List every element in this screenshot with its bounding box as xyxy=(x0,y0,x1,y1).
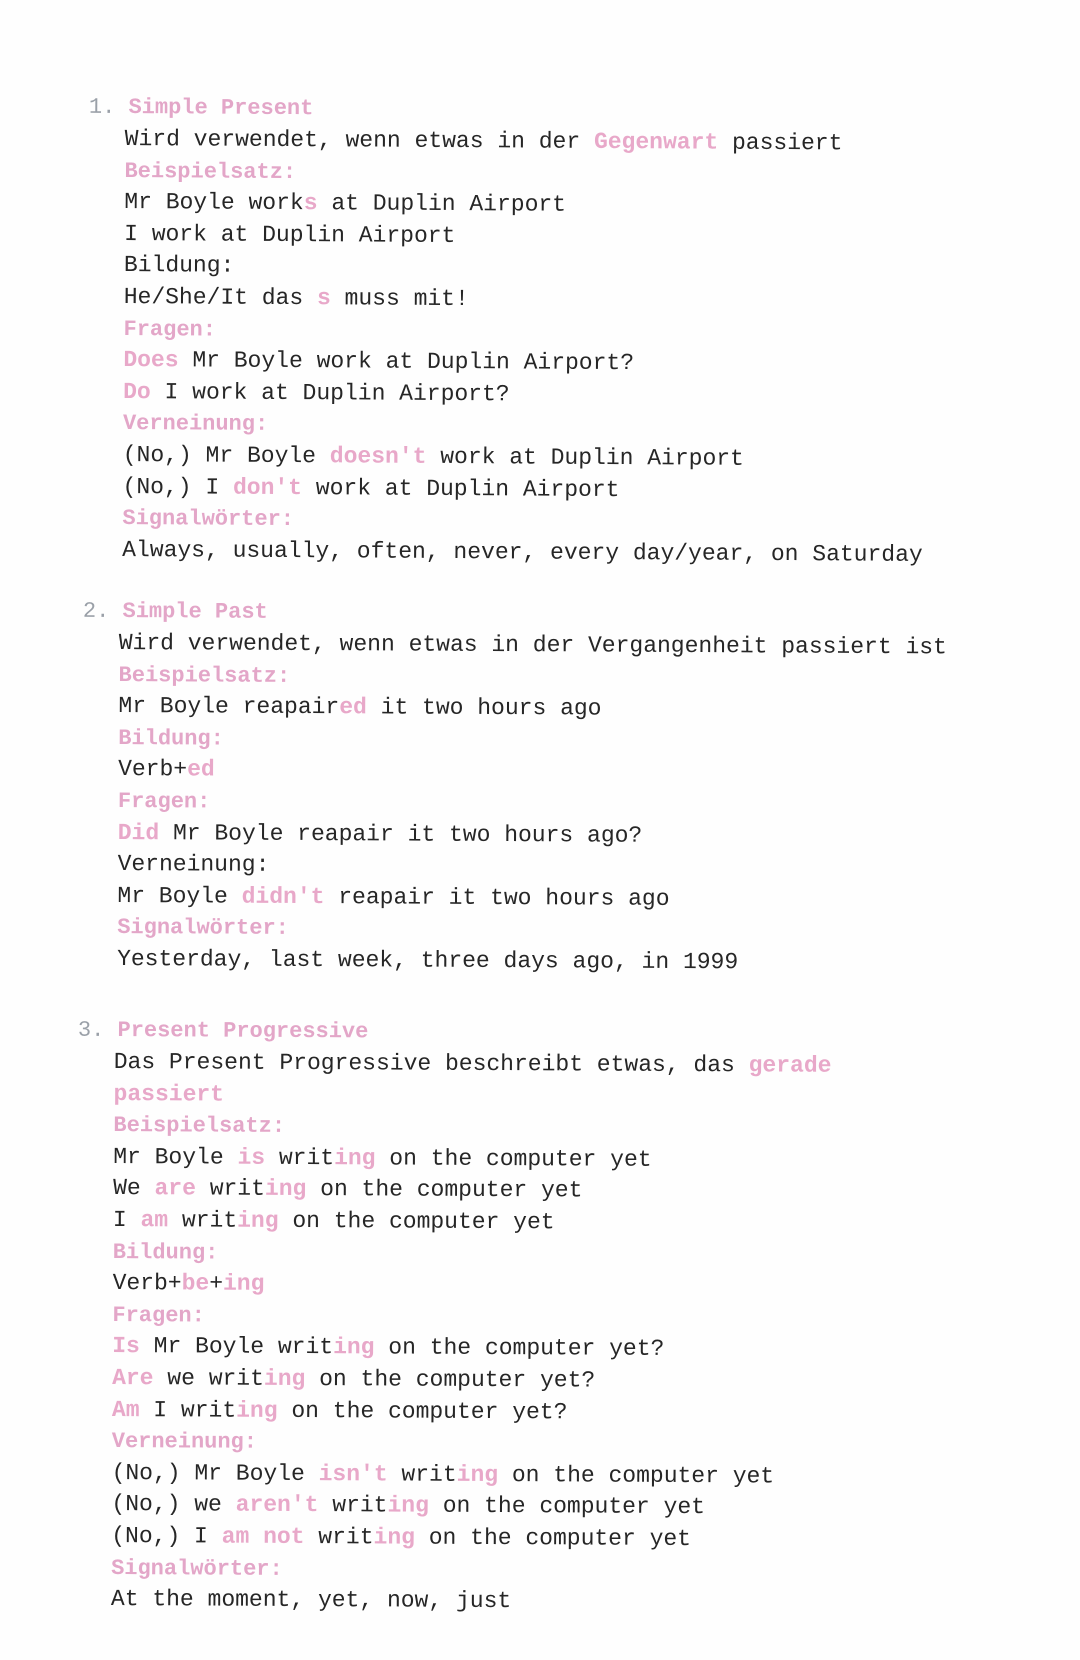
text-line xyxy=(113,1268,831,1303)
line-text: (No,) Mr Boyle xyxy=(122,441,330,470)
highlighted-text: not xyxy=(263,1523,305,1550)
line-text: Mr Boyle work at Duplin Airport? xyxy=(178,347,635,377)
highlighted-text: ing xyxy=(263,1365,306,1392)
text-line xyxy=(118,754,946,790)
line-text: on the computer yet? xyxy=(277,1397,568,1425)
line-text: Signalwörter: xyxy=(117,915,289,942)
highlighted-text: ing xyxy=(456,1461,499,1488)
line-text: At the moment, yet, now, just xyxy=(110,1586,512,1615)
text-line xyxy=(114,1047,832,1082)
line-text: on the computer yet xyxy=(414,1524,692,1552)
section-title-text: Present Progressive xyxy=(117,1018,369,1045)
text-line xyxy=(122,535,923,571)
section-label xyxy=(124,156,925,192)
highlighted-text: is xyxy=(237,1144,266,1171)
text-line xyxy=(113,1173,831,1208)
section-label xyxy=(118,786,946,822)
section-label xyxy=(124,250,925,286)
text-line xyxy=(122,472,923,508)
section-number: 1. xyxy=(88,94,116,120)
line-text: on the computer yet xyxy=(306,1176,583,1204)
line-text: on the computer yet xyxy=(278,1207,555,1236)
text-line xyxy=(123,440,924,476)
line-text: He/She/It das xyxy=(123,283,318,312)
text-line xyxy=(111,1521,829,1556)
section-label xyxy=(118,849,946,885)
text-line xyxy=(125,124,926,160)
line-text: Signalwörter: xyxy=(111,1555,283,1582)
line-text: writ xyxy=(195,1175,266,1203)
highlighted-text: didn't xyxy=(241,883,325,910)
line-text: Das Present Progressive beschreibt etwas, das xyxy=(113,1048,749,1079)
section-title-text: Simple Past xyxy=(122,599,268,625)
text-line xyxy=(111,1584,829,1619)
text-line xyxy=(124,219,925,255)
line-text: Wird verwendet, wenn etwas in der xyxy=(124,125,595,155)
highlighted-text: am xyxy=(221,1523,250,1550)
line-text: muss mit! xyxy=(330,285,469,313)
text-line xyxy=(124,187,925,223)
text-line xyxy=(113,1142,831,1177)
line-text xyxy=(249,1524,263,1550)
highlighted-text: Does xyxy=(123,347,179,374)
line-text: writ xyxy=(304,1523,374,1551)
line-text: writ xyxy=(168,1207,238,1234)
section-label xyxy=(111,1552,829,1587)
section-title xyxy=(78,1015,832,1051)
highlighted-text: ed xyxy=(187,756,215,783)
line-text: at Duplin Airport xyxy=(317,190,567,218)
line-text: I work at Duplin Airport xyxy=(124,220,456,249)
line-text: Verb+ xyxy=(118,756,188,783)
line-text: Beispielsatz: xyxy=(118,662,291,689)
line-text: Signalwörter: xyxy=(122,506,295,533)
text-line xyxy=(112,1331,830,1366)
line-text: (No,) we xyxy=(111,1491,236,1518)
line-text: work at Duplin Airport xyxy=(301,474,620,503)
section-label xyxy=(112,1426,830,1461)
line-text: Wird verwendet, wenn etwas in der Vergangenheit passiert ist xyxy=(118,629,947,661)
highlighted-text: gerade xyxy=(748,1052,832,1079)
text-line xyxy=(111,1489,829,1524)
line-text: on the computer yet? xyxy=(374,1334,665,1363)
highlighted-text: don't xyxy=(232,474,303,501)
section-number: 3. xyxy=(77,1017,105,1043)
line-text: passiert xyxy=(718,129,843,157)
line-text: reapair it two hours ago xyxy=(324,883,670,912)
text-line xyxy=(117,881,945,917)
section-simple-present xyxy=(88,92,925,571)
section-label xyxy=(117,912,945,948)
section-label xyxy=(123,408,924,444)
line-text: Verneinung: xyxy=(111,1429,258,1455)
highlighted-text: ed xyxy=(339,694,367,721)
highlighted-text: are xyxy=(154,1175,197,1202)
line-text: Bildung: xyxy=(112,1239,219,1266)
line-text: I work at Duplin Airport? xyxy=(150,378,510,408)
line-text: writ xyxy=(318,1492,388,1519)
line-text: I xyxy=(112,1206,141,1234)
line-text: We xyxy=(113,1175,155,1202)
line-text: Fragen: xyxy=(117,788,211,815)
highlighted-text: s xyxy=(303,190,318,217)
highlighted-text: am xyxy=(140,1207,169,1234)
line-text: (No,) Mr Boyle xyxy=(111,1459,319,1487)
section-simple-past xyxy=(82,596,947,980)
highlighted-text: ing xyxy=(373,1524,416,1551)
line-text: Mr Boyle work xyxy=(124,189,304,217)
text-line xyxy=(119,628,947,664)
line-text: Mr Boyle writ xyxy=(139,1333,334,1361)
line-text: work at Duplin Airport xyxy=(426,443,744,472)
line-text: Mr Boyle reapair it two hours ago? xyxy=(159,819,643,849)
line-text: on the computer yet? xyxy=(305,1365,596,1394)
section-label xyxy=(113,1110,831,1145)
line-text: Verb+ xyxy=(112,1270,182,1297)
highlighted-text: ing xyxy=(333,1334,375,1361)
line-text: (No,) I xyxy=(122,473,234,501)
line-text: Verneinung: xyxy=(117,851,270,878)
line-text: on the computer yet xyxy=(498,1461,775,1490)
highlighted-text: ing xyxy=(236,1397,278,1424)
highlighted-text: ing xyxy=(334,1144,376,1172)
line-text: we writ xyxy=(153,1365,265,1392)
text-line xyxy=(112,1395,830,1430)
text-line xyxy=(117,944,945,980)
section-title xyxy=(89,92,926,129)
highlighted-text: doesn't xyxy=(329,443,427,470)
highlighted-text: ing xyxy=(222,1270,265,1297)
text-line xyxy=(112,1458,830,1493)
line-text: Bildung: xyxy=(118,725,224,752)
line-text: Always, usually, often, never, every day/year, on Saturday xyxy=(122,536,923,568)
text-line xyxy=(118,818,946,854)
highlighted-text: Are xyxy=(112,1364,154,1392)
section-title xyxy=(83,596,947,633)
line-text: Fragen: xyxy=(123,316,217,343)
text-line xyxy=(124,282,925,318)
section-label xyxy=(122,503,923,539)
line-text: Verneinung: xyxy=(122,411,269,438)
text-line xyxy=(114,1079,832,1114)
section-label xyxy=(112,1300,830,1335)
line-text: I writ xyxy=(139,1396,237,1424)
highlighted-text: passiert xyxy=(113,1080,225,1108)
line-text: Mr Boyle xyxy=(117,882,242,910)
highlighted-text: ing xyxy=(387,1492,430,1519)
highlighted-text: ing xyxy=(237,1207,279,1234)
section-present-progressive xyxy=(77,1015,832,1619)
section-number: 2. xyxy=(82,598,110,624)
line-text: writ xyxy=(265,1144,335,1171)
line-text: on the computer yet xyxy=(428,1492,706,1521)
highlighted-text: s xyxy=(316,285,331,312)
highlighted-text: aren't xyxy=(235,1491,319,1519)
highlighted-text: isn't xyxy=(318,1460,388,1488)
section-label xyxy=(118,723,946,759)
text-line xyxy=(113,1205,831,1240)
section-label xyxy=(113,1237,831,1272)
highlighted-text: ing xyxy=(264,1176,307,1203)
line-text: (No,) I xyxy=(111,1522,222,1550)
line-text: it two hours ago xyxy=(366,694,602,722)
line-text: Mr Boyle reapair xyxy=(118,693,340,721)
highlighted-text: Do xyxy=(123,378,151,405)
line-text: Beispielsatz: xyxy=(124,158,297,185)
highlighted-text: be xyxy=(181,1270,210,1297)
highlighted-text: Is xyxy=(112,1333,140,1360)
line-text: writ xyxy=(387,1461,457,1488)
line-text: Bildung: xyxy=(123,252,235,280)
text-line xyxy=(123,345,924,381)
line-text: Yesterday, last week, three days ago, in 1999 xyxy=(117,945,739,976)
highlighted-text: Did xyxy=(117,819,160,846)
line-text: Mr Boyle xyxy=(113,1143,238,1171)
highlighted-text: Gegenwart xyxy=(593,128,719,156)
text-line xyxy=(118,691,946,727)
line-text: on the computer yet xyxy=(375,1145,652,1173)
section-label xyxy=(119,660,947,696)
highlighted-text: Am xyxy=(111,1396,140,1423)
text-line xyxy=(123,377,924,413)
line-text: Beispielsatz: xyxy=(113,1113,286,1140)
line-text: + xyxy=(209,1270,224,1297)
section-title-text: Simple Present xyxy=(128,95,314,122)
text-line xyxy=(112,1363,830,1398)
line-text: Fragen: xyxy=(112,1302,205,1329)
section-label xyxy=(123,314,924,350)
